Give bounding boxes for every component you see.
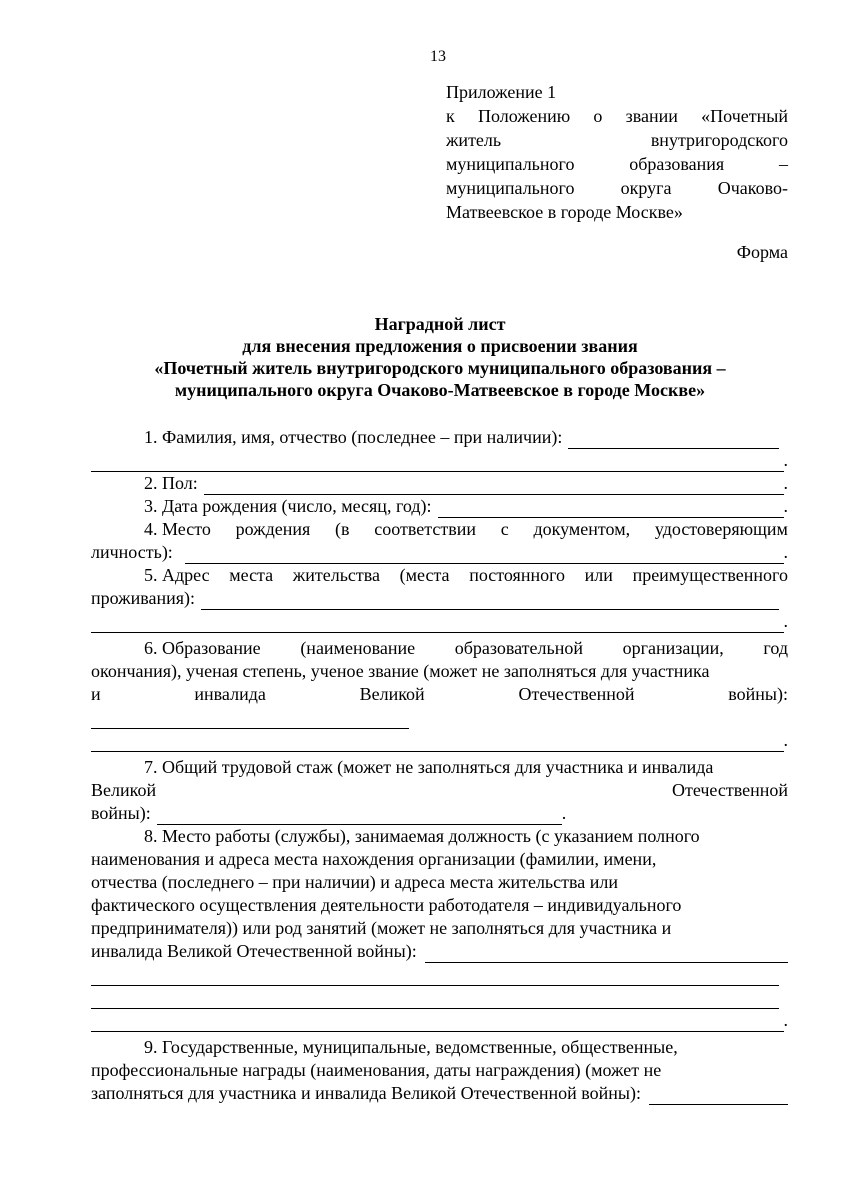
field-work-experience-label	[91, 779, 788, 802]
word: Положению	[477, 106, 571, 126]
form-body	[91, 426, 788, 1105]
field-workplace-label: предпринимателя)) или род занятий (может не заполняться для участника и	[91, 918, 672, 938]
field-continuation	[91, 1009, 788, 1032]
word: внутригородского	[650, 130, 788, 150]
field-label: личность):	[91, 542, 173, 562]
period: .	[783, 730, 788, 750]
period: .	[783, 542, 788, 562]
appendix-line	[446, 152, 788, 176]
field-awards-label: профессиональные награды (наименования, даты награждения) (может не	[91, 1060, 662, 1080]
field-continuation	[91, 449, 788, 472]
field-awards-label: 9. Государственные, муниципальные, ведомственные, общественные,	[144, 1037, 678, 1057]
field-workplace-label: отчества (последнего – при наличии) и адреса места жительства или	[91, 872, 618, 892]
word: с	[500, 519, 509, 539]
word: год	[763, 638, 788, 658]
field-education-label	[91, 683, 788, 706]
fill-line[interactable]	[91, 711, 409, 729]
word: рождения	[235, 519, 311, 539]
field-label: инвалида Великой Отечественной войны):	[91, 941, 417, 961]
field-birth-place	[91, 541, 788, 564]
period: .	[783, 473, 788, 493]
period: .	[783, 1010, 788, 1030]
field-address-label	[91, 564, 788, 587]
word: инвалида	[194, 684, 266, 704]
word: соответствии	[374, 519, 476, 539]
field-label: 2. Пол:	[144, 473, 198, 493]
appendix-line: Матвеевское в городе Москве»	[446, 202, 683, 222]
word: (в	[335, 519, 350, 539]
field-awards	[91, 1082, 788, 1105]
word: удостоверяющим	[654, 519, 788, 539]
field-birth-place-label	[91, 518, 788, 541]
fill-line[interactable]	[91, 734, 784, 752]
word: о	[593, 106, 603, 126]
word: муниципального	[446, 178, 575, 198]
fill-line[interactable]	[91, 991, 779, 1009]
word: преимущественного	[632, 565, 788, 585]
word: образования	[629, 154, 725, 174]
word: Великой	[91, 780, 157, 800]
word: или	[584, 565, 613, 585]
field-continuation	[91, 986, 788, 1009]
fill-line[interactable]	[201, 592, 779, 610]
word: (места	[399, 565, 450, 585]
appendix-line	[446, 128, 788, 152]
appendix-line: Приложение 1	[446, 82, 557, 102]
word: образовательной	[454, 638, 583, 658]
word: 5. Адрес	[144, 565, 210, 585]
title-line: Наградной лист	[374, 314, 506, 334]
word: Отечественной	[518, 684, 635, 704]
word: Отечественной	[671, 780, 788, 800]
word: документом,	[533, 519, 631, 539]
field-work-experience-label: 7. Общий трудовой стаж (может не заполняться для участника и инвалида	[144, 757, 714, 777]
word: округа	[620, 178, 672, 198]
title-line: муниципального округа Очаково-Матвеевское в городе Москве»	[174, 380, 706, 400]
fill-line[interactable]	[204, 477, 784, 495]
word: к	[446, 106, 455, 126]
word: организации,	[622, 638, 724, 658]
fill-line[interactable]	[425, 945, 788, 963]
word: Великой	[359, 684, 425, 704]
field-workplace	[91, 940, 788, 963]
field-label: войны):	[91, 803, 151, 823]
fill-line[interactable]	[91, 454, 784, 472]
appendix-header	[446, 80, 788, 224]
word: места	[229, 565, 274, 585]
fill-line[interactable]	[568, 431, 779, 449]
field-label: проживания):	[91, 588, 196, 608]
document-title	[92, 313, 788, 401]
word: и	[91, 684, 101, 704]
fill-line[interactable]	[91, 968, 779, 986]
field-address	[91, 587, 788, 610]
field-continuation	[91, 729, 788, 752]
field-workplace-label: 8. Место работы (службы), занимаемая должность (с указанием полного	[144, 826, 700, 846]
word: постоянного	[469, 565, 566, 585]
field-continuation	[91, 963, 788, 986]
fill-line[interactable]	[185, 546, 784, 564]
fill-line[interactable]	[438, 500, 784, 518]
field-continuation	[91, 610, 788, 633]
word: (наименование	[300, 638, 416, 658]
field-workplace-label: наименования и адреса места нахождения организации (фамилии, имени,	[91, 849, 657, 869]
word: звании	[625, 106, 678, 126]
page-number: 13	[430, 48, 446, 65]
fill-line[interactable]	[157, 807, 562, 825]
word: 4. Место	[144, 519, 211, 539]
field-education-label	[91, 637, 788, 660]
fill-line[interactable]	[91, 615, 784, 633]
word: 6. Образование	[144, 638, 261, 658]
form-label: Форма	[736, 242, 788, 262]
field-full-name	[91, 426, 788, 449]
title-line: для внесения предложения о присвоении звания	[242, 336, 638, 356]
period: .	[783, 611, 788, 631]
fill-line[interactable]	[649, 1087, 788, 1105]
field-work-experience	[91, 802, 788, 825]
field-label: 3. Дата рождения (число, месяц, год):	[144, 496, 432, 516]
field-education	[91, 706, 788, 729]
appendix-line	[446, 104, 788, 128]
word: войны):	[728, 684, 788, 704]
period: .	[561, 803, 567, 823]
period: .	[783, 496, 788, 516]
word: муниципального	[446, 154, 575, 174]
field-education-label: окончания), ученая степень, ученое звание (может не заполняться для участника	[91, 661, 710, 681]
field-label: заполняться для участника и инвалида Великой Отечественной войны):	[91, 1083, 641, 1103]
word: «Почетный	[701, 106, 788, 126]
title-line: «Почетный житель внутригородского муниципального образования –	[154, 358, 726, 378]
period: .	[783, 450, 788, 470]
appendix-line	[446, 176, 788, 200]
field-gender	[91, 472, 788, 495]
field-workplace-label: фактического осуществления деятельности работодателя – индивидуального	[91, 895, 682, 915]
word: житель	[446, 130, 502, 150]
word: Очаково-	[717, 178, 788, 198]
word: –	[778, 154, 788, 174]
field-label: 1. Фамилия, имя, отчество (последнее – при наличии):	[144, 427, 563, 447]
fill-line[interactable]	[91, 1014, 784, 1032]
field-birth-date	[91, 495, 788, 518]
word: жительства	[292, 565, 381, 585]
